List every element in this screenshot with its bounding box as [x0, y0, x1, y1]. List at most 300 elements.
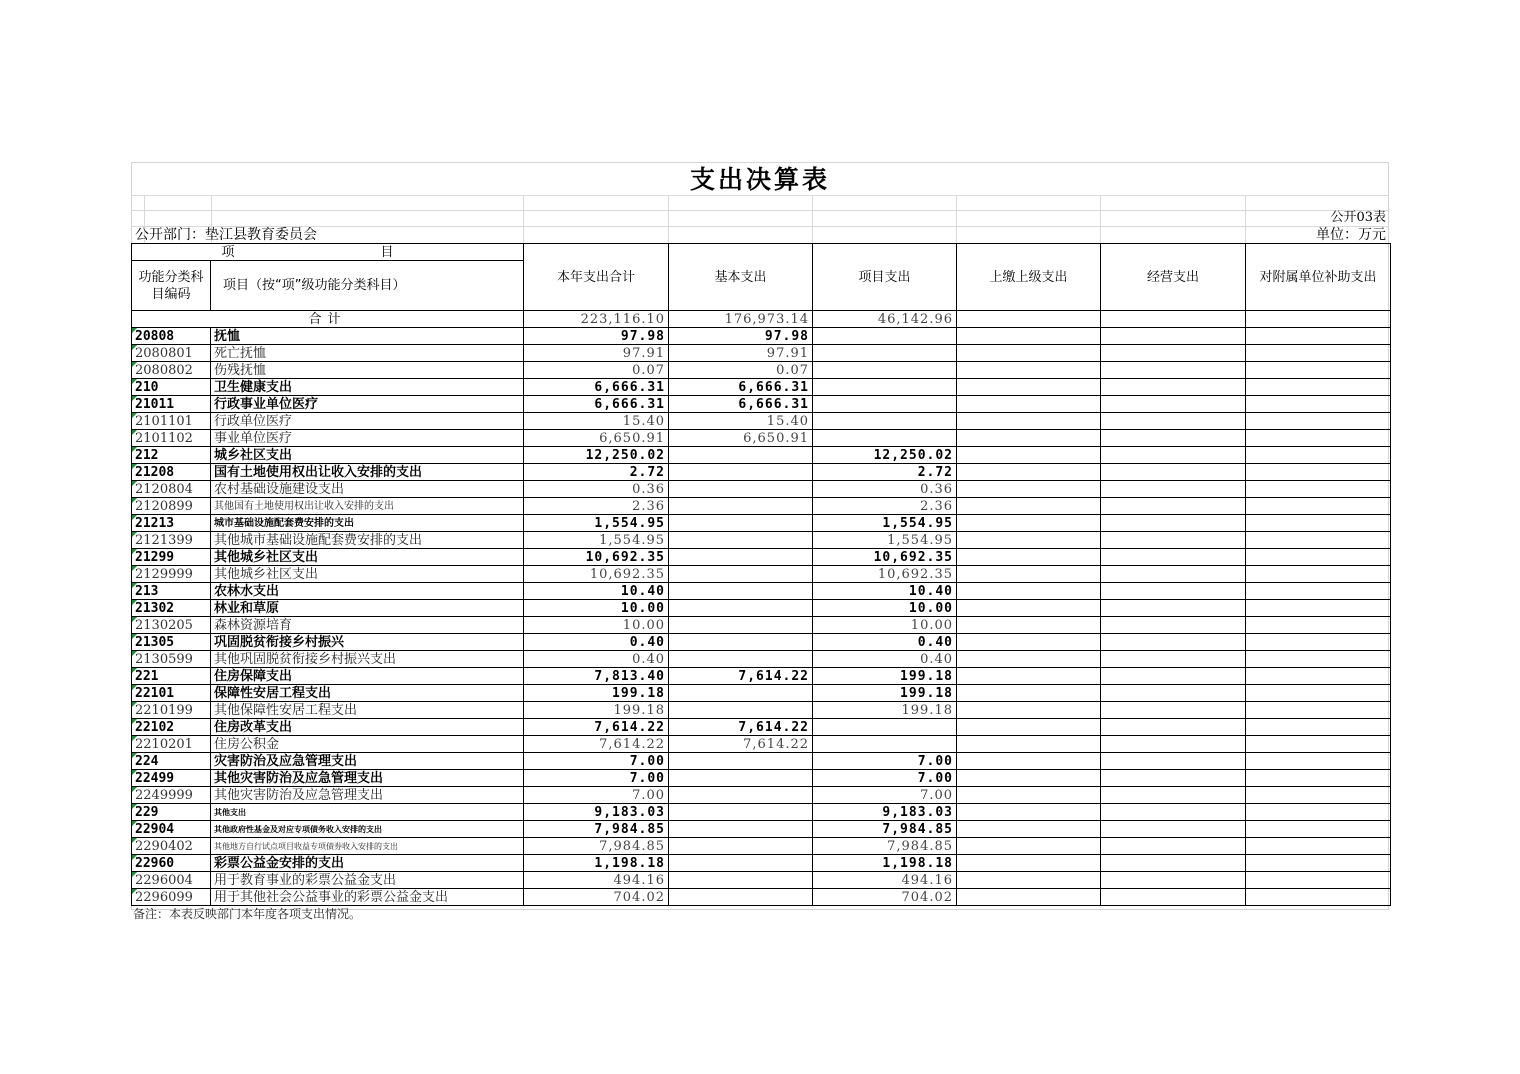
row-basic [669, 787, 813, 804]
row-operating [1101, 872, 1246, 889]
row-subsidy [1246, 600, 1391, 617]
expenditure-table [131, 243, 1391, 906]
row-remit [957, 447, 1101, 464]
grid-line [812, 195, 813, 243]
row-subsidy [1246, 634, 1391, 651]
row-code: 2101101 [132, 413, 211, 430]
row-total: 10.00 [524, 600, 669, 617]
row-total: 704.02 [524, 889, 669, 906]
row-name: 其他城市基础设施配套费安排的支出 [211, 532, 524, 549]
row-total: 9,183.03 [524, 804, 669, 821]
row-name: 农村基础设施建设支出 [211, 481, 524, 498]
row-operating [1101, 515, 1246, 532]
row-total: 7.00 [524, 753, 669, 770]
row-project: 10.00 [813, 600, 957, 617]
row-subsidy [1246, 804, 1391, 821]
row-operating [1101, 447, 1246, 464]
row-remit [957, 634, 1101, 651]
row-name: 死亡抚恤 [211, 345, 524, 362]
row-subsidy [1246, 532, 1391, 549]
table-row [132, 838, 1391, 855]
row-operating [1101, 481, 1246, 498]
row-total: 0.07 [524, 362, 669, 379]
grid-line [956, 195, 957, 243]
row-code: 2130599 [132, 651, 211, 668]
row-code: 21305 [132, 634, 211, 651]
row-code: 2296099 [132, 889, 211, 906]
blank-row [131, 210, 1389, 227]
row-project: 7,984.85 [813, 821, 957, 838]
row-project [813, 362, 957, 379]
row-name: 行政事业单位医疗 [211, 396, 524, 413]
row-project: 0.36 [813, 481, 957, 498]
table-row [132, 362, 1391, 379]
header-operating: 经营支出 [1101, 244, 1246, 311]
row-remit [957, 498, 1101, 515]
row-remit [957, 821, 1101, 838]
grid-line [523, 195, 524, 243]
row-name: 其他城乡社区支出 [211, 549, 524, 566]
row-code: 22102 [132, 719, 211, 736]
row-code: 22960 [132, 855, 211, 872]
table-row [132, 736, 1391, 753]
row-total: 7,813.40 [524, 668, 669, 685]
table-row [132, 855, 1391, 872]
row-remit [957, 685, 1101, 702]
row-total: 97.98 [524, 328, 669, 345]
row-operating [1101, 753, 1246, 770]
row-operating [1101, 821, 1246, 838]
row-project [813, 719, 957, 736]
row-project: 2.72 [813, 464, 957, 481]
row-basic [669, 821, 813, 838]
row-code: 21299 [132, 549, 211, 566]
row-operating [1101, 566, 1246, 583]
row-total: 10,692.35 [524, 566, 669, 583]
row-code: 2080802 [132, 362, 211, 379]
row-code: 21208 [132, 464, 211, 481]
header-remit: 上缴上级支出 [957, 244, 1101, 311]
row-name: 事业单位医疗 [211, 430, 524, 447]
row-operating [1101, 583, 1246, 600]
row-basic [669, 651, 813, 668]
row-project [813, 430, 957, 447]
row-basic [669, 481, 813, 498]
row-code: 2210201 [132, 736, 211, 753]
table-row [132, 770, 1391, 787]
row-name: 林业和草原 [211, 600, 524, 617]
row-basic: 6,666.31 [669, 396, 813, 413]
row-remit [957, 430, 1101, 447]
row-remit [957, 702, 1101, 719]
row-project: 1,554.95 [813, 532, 957, 549]
row-name: 其他灾害防治及应急管理支出 [211, 787, 524, 804]
row-project: 704.02 [813, 889, 957, 906]
row-name: 城市基础设施配套费安排的支出 [211, 515, 524, 532]
header-name: 项目（按“项”级功能分类科目） [211, 261, 524, 311]
row-project: 199.18 [813, 702, 957, 719]
row-name: 住房保障支出 [211, 668, 524, 685]
row-subsidy [1246, 736, 1391, 753]
row-total: 2.36 [524, 498, 669, 515]
table-row [132, 379, 1391, 396]
table-row [132, 532, 1391, 549]
row-total: 0.40 [524, 634, 669, 651]
table-code: 公开03表 [1330, 210, 1386, 225]
row-operating [1101, 600, 1246, 617]
table-row [132, 651, 1391, 668]
row-subsidy [1246, 447, 1391, 464]
row-operating [1101, 498, 1246, 515]
row-basic: 97.98 [669, 328, 813, 345]
total-label: 合计 [132, 311, 524, 328]
row-name: 森林资源培育 [211, 617, 524, 634]
footnote: 备注：本表反映部门本年度各项支出情况。 [133, 907, 362, 921]
row-project: 7.00 [813, 753, 957, 770]
row-name: 国有土地使用权出让收入安排的支出 [211, 464, 524, 481]
row-operating [1101, 719, 1246, 736]
row-basic [669, 804, 813, 821]
row-subsidy [1246, 617, 1391, 634]
row-operating [1101, 464, 1246, 481]
row-name: 彩票公益金安排的支出 [211, 855, 524, 872]
row-basic [669, 770, 813, 787]
row-total: 494.16 [524, 872, 669, 889]
row-name: 其他保障性安居工程支出 [211, 702, 524, 719]
row-name: 其他灾害防治及应急管理支出 [211, 770, 524, 787]
department-label: 公开部门：垫江县教育委员会 [135, 227, 317, 243]
row-operating [1101, 379, 1246, 396]
row-operating [1101, 549, 1246, 566]
header-code: 功能分类科目编码 [132, 261, 211, 311]
row-operating [1101, 430, 1246, 447]
table-row [132, 464, 1391, 481]
row-code: 2120899 [132, 498, 211, 515]
row-basic [669, 583, 813, 600]
table-row [132, 804, 1391, 821]
row-basic [669, 838, 813, 855]
table-row [132, 515, 1391, 532]
grid-line [1245, 195, 1246, 243]
total-project: 46,142.96 [813, 311, 957, 328]
row-total: 97.91 [524, 345, 669, 362]
row-operating [1101, 345, 1246, 362]
row-total: 7,984.85 [524, 838, 669, 855]
row-remit [957, 532, 1101, 549]
row-operating [1101, 736, 1246, 753]
row-total: 2.72 [524, 464, 669, 481]
row-remit [957, 549, 1101, 566]
row-remit [957, 583, 1101, 600]
row-operating [1101, 651, 1246, 668]
row-operating [1101, 413, 1246, 430]
table-row [132, 566, 1391, 583]
row-subsidy [1246, 889, 1391, 906]
row-remit [957, 345, 1101, 362]
row-total: 7.00 [524, 770, 669, 787]
row-subsidy [1246, 464, 1391, 481]
row-operating [1101, 889, 1246, 906]
row-basic [669, 855, 813, 872]
row-remit [957, 753, 1101, 770]
page-title: 支出决算表 [689, 165, 830, 194]
row-code: 22101 [132, 685, 211, 702]
row-project: 0.40 [813, 651, 957, 668]
row-code: 2296004 [132, 872, 211, 889]
row-name: 其他地方自行试点项目收益专项债券收入安排的支出 [211, 838, 524, 855]
row-code: 20808 [132, 328, 211, 345]
row-code: 210 [132, 379, 211, 396]
row-code: 22499 [132, 770, 211, 787]
row-operating [1101, 855, 1246, 872]
row-code: 2080801 [132, 345, 211, 362]
row-operating [1101, 362, 1246, 379]
row-code: 2290402 [132, 838, 211, 855]
row-total: 10.00 [524, 617, 669, 634]
row-subsidy [1246, 685, 1391, 702]
header-project-group: 项 目 [132, 244, 524, 261]
row-total: 10.40 [524, 583, 669, 600]
row-name: 用于其他社会公益事业的彩票公益金支出 [211, 889, 524, 906]
total-operating [1101, 311, 1246, 328]
row-code: 2121399 [132, 532, 211, 549]
row-project [813, 396, 957, 413]
row-basic [669, 549, 813, 566]
row-project: 10.40 [813, 583, 957, 600]
row-project [813, 379, 957, 396]
row-project: 9,183.03 [813, 804, 957, 821]
row-remit [957, 396, 1101, 413]
row-total: 6,666.31 [524, 379, 669, 396]
row-code: 22904 [132, 821, 211, 838]
table-row [132, 481, 1391, 498]
row-name: 卫生健康支出 [211, 379, 524, 396]
total-subsidy [1246, 311, 1391, 328]
row-name: 用于教育事业的彩票公益金支出 [211, 872, 524, 889]
grid-line [668, 195, 669, 243]
total-row [132, 311, 1391, 328]
row-basic: 6,650.91 [669, 430, 813, 447]
row-remit [957, 838, 1101, 855]
row-operating [1101, 668, 1246, 685]
row-project [813, 413, 957, 430]
row-basic: 7,614.22 [669, 719, 813, 736]
row-name: 巩固脱贫衔接乡村振兴 [211, 634, 524, 651]
row-code: 21213 [132, 515, 211, 532]
row-code: 213 [132, 583, 211, 600]
row-total: 7,614.22 [524, 719, 669, 736]
total-basic: 176,973.14 [669, 311, 813, 328]
table-row [132, 600, 1391, 617]
total-total: 223,116.10 [524, 311, 669, 328]
row-remit [957, 566, 1101, 583]
row-remit [957, 481, 1101, 498]
row-remit [957, 668, 1101, 685]
row-remit [957, 787, 1101, 804]
header-project: 项目支出 [813, 244, 957, 311]
row-code: 2130205 [132, 617, 211, 634]
row-code: 212 [132, 447, 211, 464]
row-operating [1101, 838, 1246, 855]
table-row [132, 617, 1391, 634]
row-code: 2120804 [132, 481, 211, 498]
row-subsidy [1246, 855, 1391, 872]
row-project [813, 345, 957, 362]
row-total: 6,650.91 [524, 430, 669, 447]
row-basic [669, 872, 813, 889]
row-code: 21302 [132, 600, 211, 617]
row-remit [957, 770, 1101, 787]
row-remit [957, 872, 1101, 889]
row-subsidy [1246, 770, 1391, 787]
row-remit [957, 736, 1101, 753]
row-project: 7.00 [813, 770, 957, 787]
row-operating [1101, 787, 1246, 804]
row-project: 0.40 [813, 634, 957, 651]
row-code: 21011 [132, 396, 211, 413]
table-row [132, 753, 1391, 770]
row-basic [669, 464, 813, 481]
row-name: 住房改革支出 [211, 719, 524, 736]
row-name: 农林水支出 [211, 583, 524, 600]
row-subsidy [1246, 583, 1391, 600]
row-subsidy [1246, 668, 1391, 685]
row-total: 0.40 [524, 651, 669, 668]
row-operating [1101, 617, 1246, 634]
row-project [813, 328, 957, 345]
row-subsidy [1246, 872, 1391, 889]
row-name: 其他城乡社区支出 [211, 566, 524, 583]
row-basic [669, 447, 813, 464]
row-basic [669, 889, 813, 906]
row-name: 保障性安居工程支出 [211, 685, 524, 702]
row-code: 2129999 [132, 566, 211, 583]
row-remit [957, 889, 1101, 906]
row-total: 199.18 [524, 685, 669, 702]
header-subsidy: 对附属单位补助支出 [1246, 244, 1391, 311]
row-basic [669, 634, 813, 651]
row-name: 其他政府性基金及对应专项债务收入安排的支出 [211, 821, 524, 838]
row-name: 住房公积金 [211, 736, 524, 753]
row-basic [669, 702, 813, 719]
row-project: 199.18 [813, 685, 957, 702]
table-row [132, 787, 1391, 804]
row-project: 12,250.02 [813, 447, 957, 464]
total-remit [957, 311, 1101, 328]
row-name: 其他支出 [211, 804, 524, 821]
table-row [132, 396, 1391, 413]
row-name: 抚恤 [211, 328, 524, 345]
row-basic: 97.91 [669, 345, 813, 362]
row-remit [957, 855, 1101, 872]
row-project: 7.00 [813, 787, 957, 804]
row-subsidy [1246, 515, 1391, 532]
row-code: 224 [132, 753, 211, 770]
header-total: 本年支出合计 [524, 244, 669, 311]
row-total: 10,692.35 [524, 549, 669, 566]
row-operating [1101, 634, 1246, 651]
row-name: 行政单位医疗 [211, 413, 524, 430]
row-name: 灾害防治及应急管理支出 [211, 753, 524, 770]
table-row [132, 583, 1391, 600]
row-subsidy [1246, 719, 1391, 736]
row-subsidy [1246, 328, 1391, 345]
row-basic [669, 532, 813, 549]
row-total: 1,198.18 [524, 855, 669, 872]
row-total: 0.36 [524, 481, 669, 498]
row-project: 494.16 [813, 872, 957, 889]
row-subsidy [1246, 753, 1391, 770]
row-remit [957, 617, 1101, 634]
row-remit [957, 379, 1101, 396]
row-name: 其他国有土地使用权出让收入安排的支出 [211, 498, 524, 515]
row-basic [669, 498, 813, 515]
header-basic: 基本支出 [669, 244, 813, 311]
table-row [132, 872, 1391, 889]
row-remit [957, 651, 1101, 668]
row-basic: 15.40 [669, 413, 813, 430]
row-subsidy [1246, 821, 1391, 838]
row-remit [957, 719, 1101, 736]
row-basic: 7,614.22 [669, 736, 813, 753]
row-subsidy [1246, 345, 1391, 362]
row-project: 1,554.95 [813, 515, 957, 532]
table-row [132, 498, 1391, 515]
row-basic: 7,614.22 [669, 668, 813, 685]
row-name: 伤残抚恤 [211, 362, 524, 379]
row-subsidy [1246, 651, 1391, 668]
row-total: 1,554.95 [524, 532, 669, 549]
row-subsidy [1246, 498, 1391, 515]
row-subsidy [1246, 379, 1391, 396]
row-remit [957, 328, 1101, 345]
row-project: 199.18 [813, 668, 957, 685]
row-subsidy [1246, 413, 1391, 430]
row-subsidy [1246, 396, 1391, 413]
row-basic [669, 685, 813, 702]
unit-label: 单位：万元 [1316, 227, 1386, 243]
row-operating [1101, 532, 1246, 549]
row-remit [957, 413, 1101, 430]
row-total: 15.40 [524, 413, 669, 430]
row-total: 12,250.02 [524, 447, 669, 464]
table-row [132, 447, 1391, 464]
row-operating [1101, 685, 1246, 702]
row-subsidy [1246, 702, 1391, 719]
row-total: 7,984.85 [524, 821, 669, 838]
table-row [132, 345, 1391, 362]
row-remit [957, 362, 1101, 379]
table-row [132, 413, 1391, 430]
row-remit [957, 515, 1101, 532]
row-basic [669, 600, 813, 617]
row-total: 199.18 [524, 702, 669, 719]
row-remit [957, 600, 1101, 617]
blank-row [131, 226, 1389, 243]
row-name: 其他巩固脱贫衔接乡村振兴支出 [211, 651, 524, 668]
grid-line [1100, 195, 1101, 243]
row-project: 7,984.85 [813, 838, 957, 855]
row-project: 10,692.35 [813, 566, 957, 583]
row-project: 10,692.35 [813, 549, 957, 566]
row-code: 2249999 [132, 787, 211, 804]
row-operating [1101, 770, 1246, 787]
table-row [132, 328, 1391, 345]
table-row [132, 889, 1391, 906]
row-basic: 6,666.31 [669, 379, 813, 396]
row-subsidy [1246, 430, 1391, 447]
row-basic [669, 566, 813, 583]
